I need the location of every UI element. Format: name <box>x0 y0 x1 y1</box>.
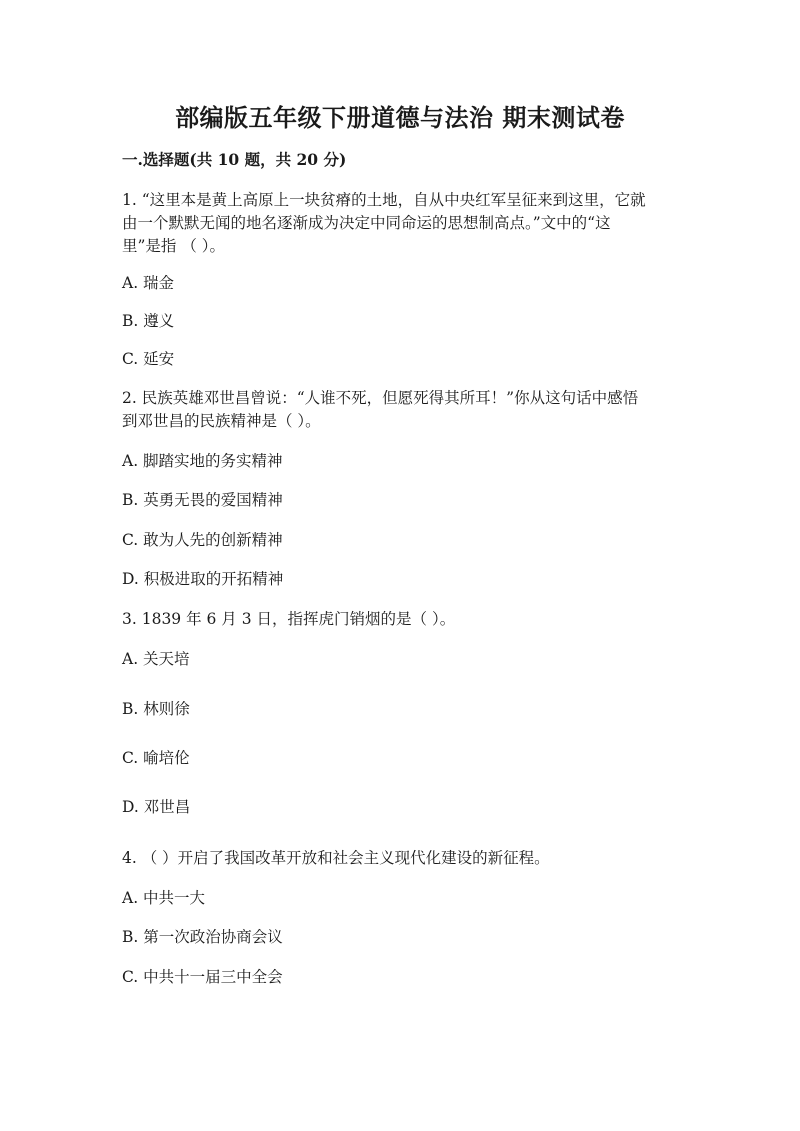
question-3-line-1: 3. 1839 年 6 月 3 日，指挥虎门销烟的是（ ）。 <box>122 610 456 628</box>
question-1-option-a: A. 瑞金 <box>122 274 175 292</box>
question-1-line-2: 由一个默默无闻的地名逐渐成为决定中同命运的思想制高点。”文中的“这 <box>122 214 611 232</box>
question-1-option-c: C. 延安 <box>122 350 175 368</box>
question-2-option-b: B. 英勇无畏的爱国精神 <box>122 491 283 509</box>
question-4-option-c: C. 中共十一届三中全会 <box>122 968 283 986</box>
question-2-line-2: 到邓世昌的民族精神是（ ）。 <box>122 412 321 430</box>
question-2-option-a: A. 脚踏实地的务实精神 <box>122 452 283 470</box>
question-1-option-b: B. 遵义 <box>122 312 175 330</box>
section-heading: 一.选择题(共 10 题，共 20 分) <box>122 150 347 169</box>
question-2-line-1: 2. 民族英雄邓世昌曾说：“人谁不死，但愿死得其所耳！”你从这句话中感悟 <box>122 389 639 407</box>
question-3-option-b: B. 林则徐 <box>122 700 190 718</box>
question-1-line-3: 里”是指 （ ）。 <box>122 237 226 255</box>
question-4-option-a: A. 中共一大 <box>122 889 206 907</box>
question-4-line-1: 4. （ ）开启了我国改革开放和社会主义现代化建设的新征程。 <box>122 849 550 867</box>
question-3-option-c: C. 喻培伦 <box>122 749 190 767</box>
question-3-option-a: A. 关天培 <box>122 650 190 668</box>
question-1-line-1: 1. “这里本是黄上高原上一块贫瘠的土地，自从中央红军呈征来到这里，它就 <box>122 191 646 209</box>
page-title: 部编版五年级下册道德与法治 期末测试卷 <box>175 103 625 132</box>
question-3-option-d: D. 邓世昌 <box>122 798 191 816</box>
question-4-option-b: B. 第一次政治协商会议 <box>122 928 283 946</box>
question-2-option-d: D. 积极进取的开拓精神 <box>122 570 284 588</box>
question-2-option-c: C. 敢为人先的创新精神 <box>122 531 283 549</box>
